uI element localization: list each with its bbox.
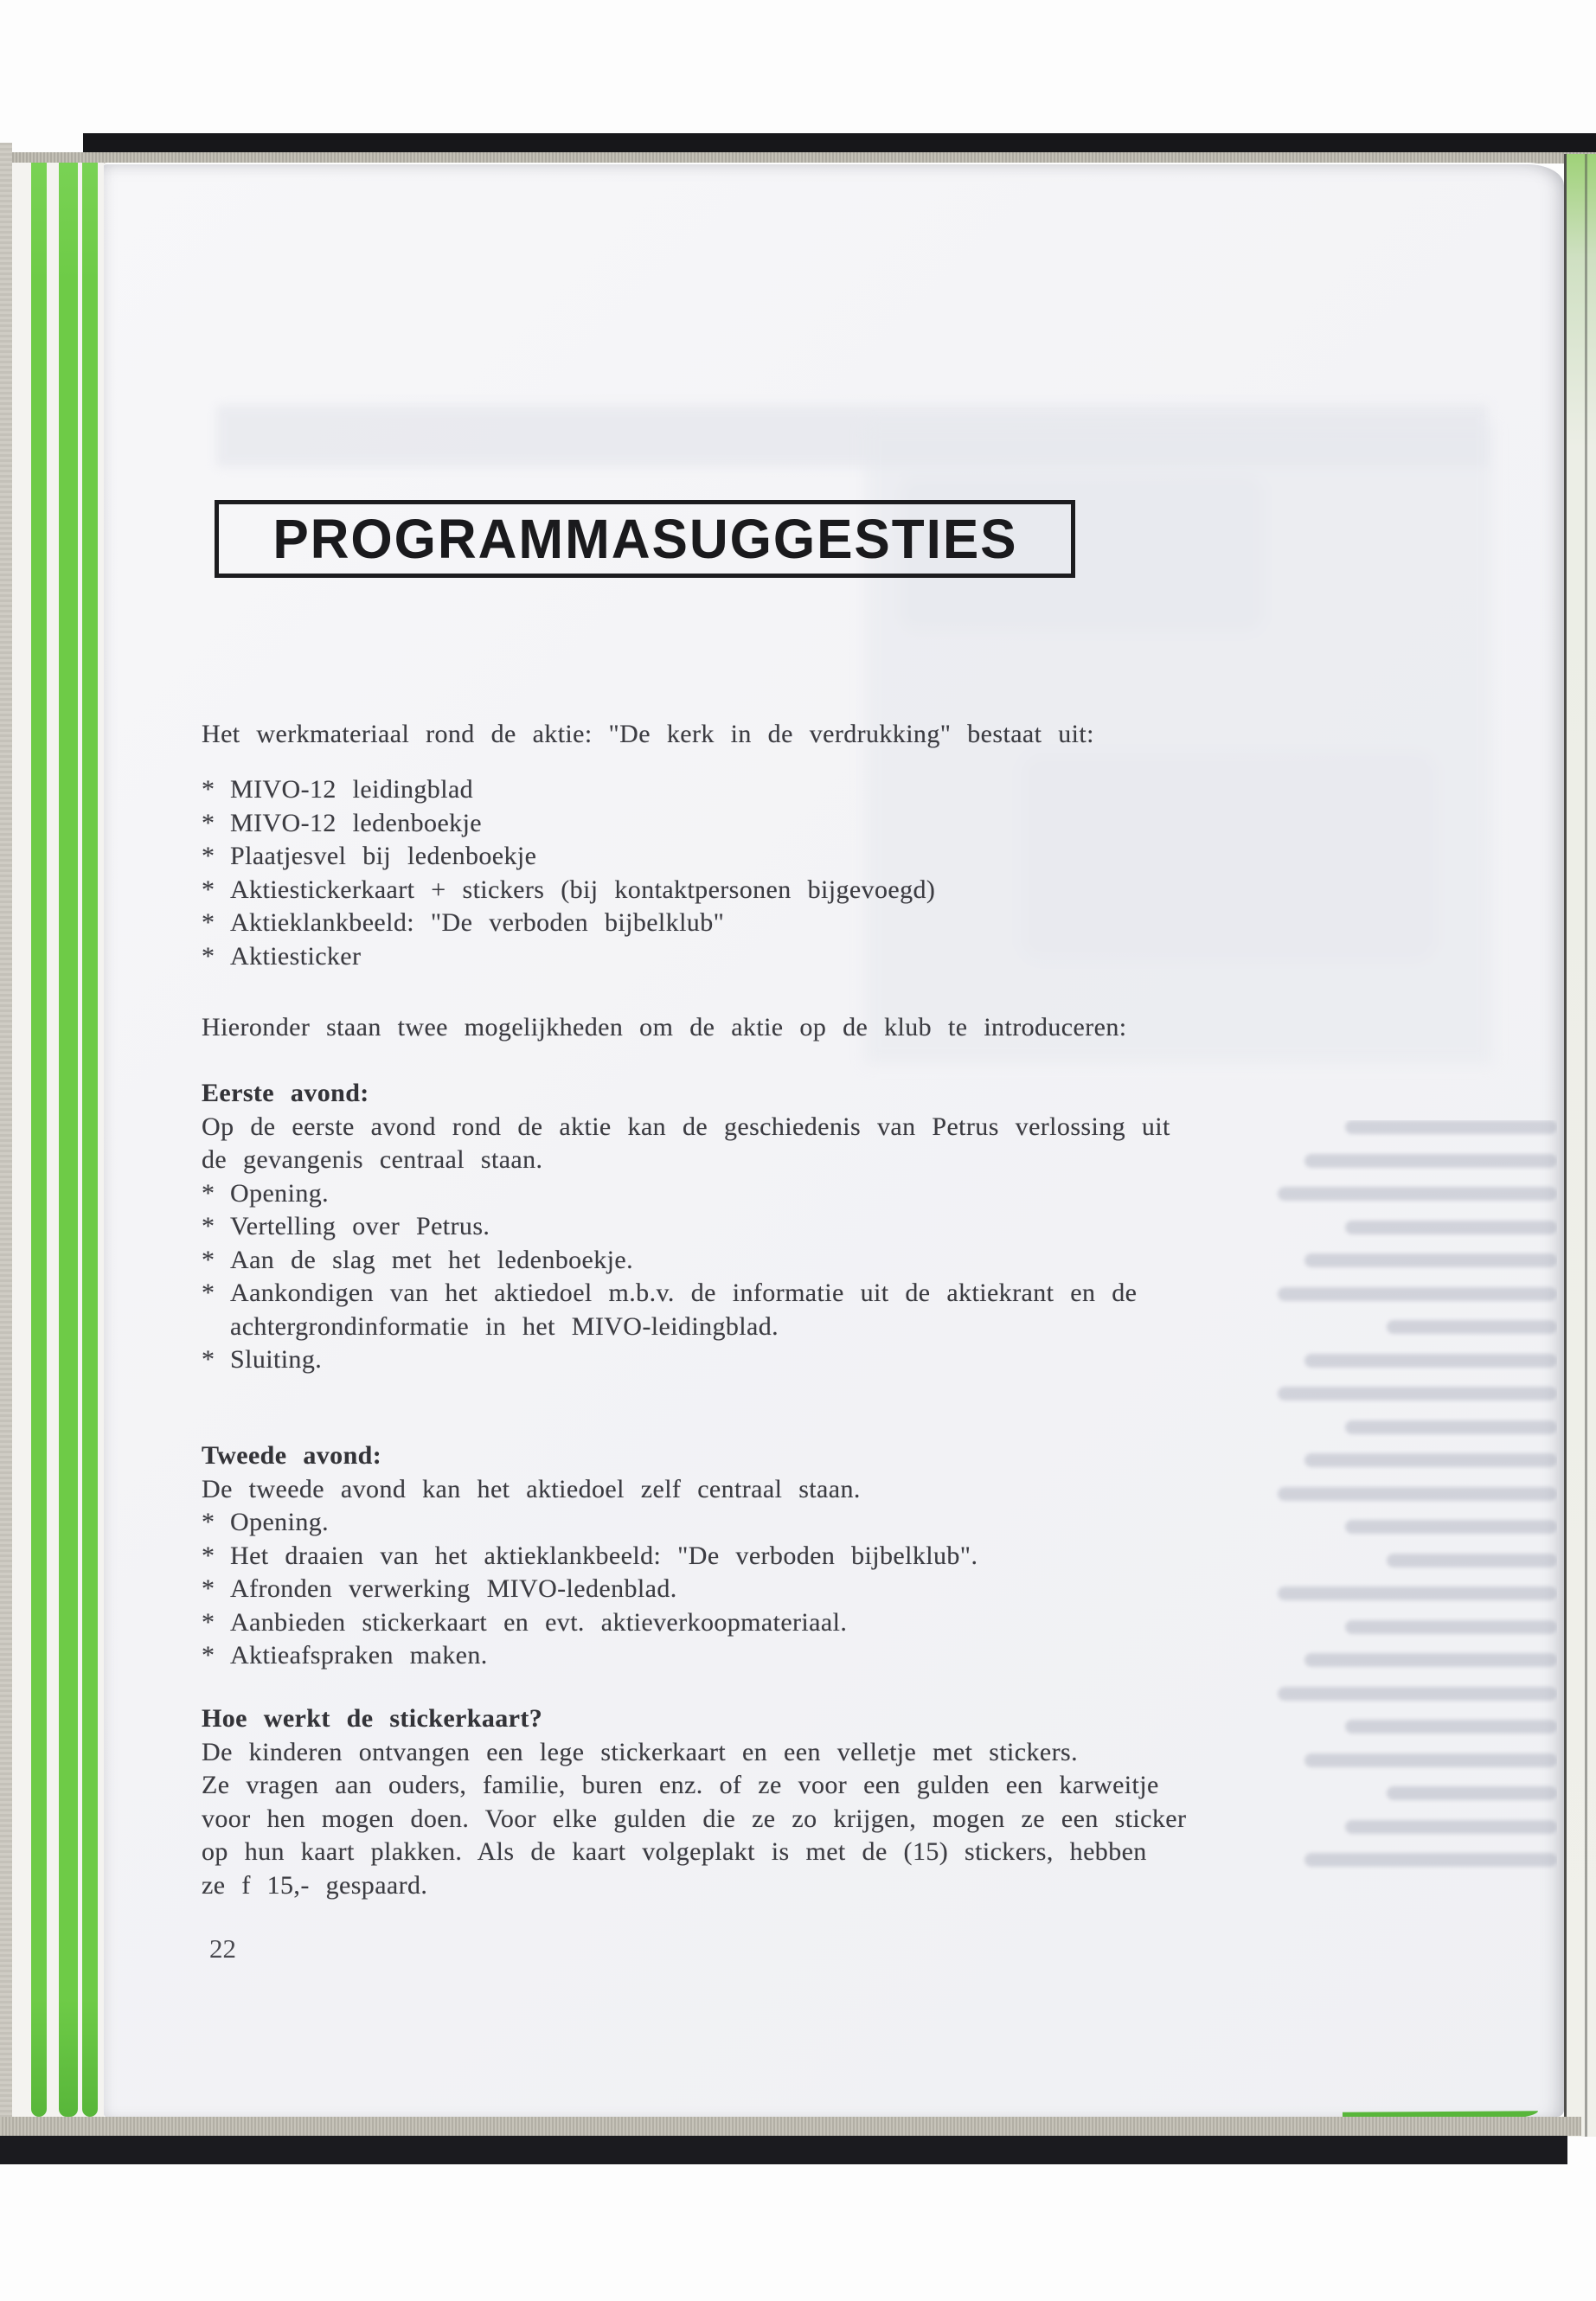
list-item-text: Opening.: [230, 1178, 330, 1208]
main-page: [104, 163, 1564, 2117]
list-item: [202, 840, 935, 874]
asterisk-bullet: *: [202, 1541, 215, 1570]
list-item-text: Aktiesticker: [230, 941, 362, 971]
asterisk-bullet: *: [202, 1607, 215, 1637]
list-item-text: Plaatjesvel bij ledenboekje: [230, 842, 537, 870]
ghost-line: [1345, 1420, 1557, 1434]
body-line: op hun kaart plakken. Als de kaart volgeplakt is met de (15) stickers, hebben: [202, 1837, 1147, 1866]
asterisk-bullet: *: [202, 1641, 215, 1670]
book-cover-top-edge: [83, 133, 1596, 152]
asterisk-bullet: *: [202, 941, 215, 971]
bleedthrough-text-column: [1263, 1120, 1557, 1907]
book-cloth-bottom: [0, 2117, 1581, 2136]
section-heading: Hoe werkt de stickerkaart?: [202, 1704, 543, 1733]
ghost-line: [1387, 1786, 1557, 1800]
ghost-line: [1278, 1287, 1557, 1301]
section-tweede-avond: [202, 1439, 977, 1673]
ghost-line: [1345, 1120, 1557, 1134]
asterisk-bullet: *: [202, 808, 215, 837]
asterisk-bullet: *: [202, 875, 215, 904]
body-line: Ze vragen aan ouders, familie, buren enz. of ze voor een gulden een karweitje: [202, 1771, 1159, 1799]
list-item: [202, 1606, 977, 1640]
list-item-text: Aankondigen van het aktiedoel m.b.v. de informatie uit de aktiekrant en de: [230, 1279, 1138, 1307]
ghost-line: [1278, 1586, 1557, 1600]
ghost-line: [1304, 1453, 1557, 1467]
ghost-line: [1304, 1853, 1557, 1867]
asterisk-bullet: *: [202, 1245, 215, 1274]
list-item: [202, 907, 935, 940]
body-line: de gevangenis centraal staan.: [202, 1145, 543, 1174]
ghost-line: [1304, 1653, 1557, 1667]
list-item-text: Aktieafspraken maken.: [230, 1641, 488, 1670]
section-heading: Tweede avond:: [202, 1441, 382, 1470]
book-cover-bottom-edge: [0, 2136, 1567, 2164]
list-item-text: Afronden verwerking MIVO-ledenblad.: [230, 1574, 677, 1603]
page-number: 22: [209, 1933, 236, 1964]
list-item: [202, 874, 935, 907]
list-item-text: MIVO-12 leidingblad: [230, 775, 474, 804]
list-item-text: Opening.: [230, 1508, 330, 1536]
materials-list: [202, 773, 935, 973]
ghost-line: [1304, 1253, 1557, 1267]
list-item-text: Vertelling over Petrus.: [230, 1212, 490, 1240]
section-eerste-avond: [202, 1077, 1170, 1377]
list-item: [202, 1573, 977, 1606]
body-line: voor hen mogen doen. Voor elke gulden die ze zo krijgen, mogen ze een sticker: [202, 1804, 1187, 1833]
ghost-line: [1278, 1187, 1557, 1201]
asterisk-bullet: *: [202, 908, 215, 937]
green-page-edge-stripe: [82, 163, 98, 2117]
list-item-text: Aktiestickerkaart + stickers (bij kontaktpersonen bijgevoegd): [230, 875, 936, 904]
list-item-text: MIVO-12 ledenboekje: [230, 808, 483, 837]
ghost-line: [1345, 1620, 1557, 1634]
list-item: [202, 1639, 977, 1673]
bridge-line: Hieronder staan twee mogelijkheden om de aktie op de klub te introduceren:: [202, 1013, 1127, 1042]
list-item: [202, 1177, 1170, 1211]
ghost-line: [1278, 1687, 1557, 1701]
title-box: [215, 500, 1075, 578]
intro-paragraph: [202, 718, 1094, 752]
ghost-line: [1345, 1720, 1557, 1734]
list-item: [202, 940, 935, 974]
body-line: De tweede avond kan het aktiedoel zelf centraal staan.: [202, 1474, 861, 1503]
body-line: De kinderen ontvangen een lege stickerkaart en een velletje met stickers.: [202, 1737, 1078, 1766]
ghost-line: [1387, 1320, 1557, 1334]
green-page-edge-stripe: [31, 163, 47, 2117]
list-item-text: Aanbieden stickerkaart en evt. aktieverkoopmateriaal.: [230, 1607, 848, 1637]
ghost-line: [1304, 1154, 1557, 1168]
list-item: [202, 807, 935, 841]
asterisk-bullet: *: [202, 1178, 215, 1208]
intro-line: Het werkmateriaal rond de aktie: "De kerk in de verdrukking" bestaat uit:: [202, 720, 1094, 748]
ghost-line: [1345, 1520, 1557, 1534]
section-stickerkaart: [202, 1702, 1186, 1902]
page-edge-stack: [12, 163, 104, 2117]
list-item-text: Het draaien van het aktieklankbeeld: "De verboden bijbelklub".: [230, 1541, 978, 1570]
book-cover-left-edge: [0, 143, 12, 2136]
list-item-text: Aktieklankbeeld: "De verboden bijbelklub": [230, 908, 725, 937]
list-item: [202, 1210, 1170, 1244]
list-item: [202, 1343, 1170, 1377]
list-item: [202, 1540, 977, 1574]
ghost-line: [1278, 1387, 1557, 1400]
ghost-line: [1304, 1753, 1557, 1767]
list-item: [202, 1506, 977, 1540]
asterisk-bullet: *: [202, 775, 215, 804]
list-item-continuation: achtergrondinformatie in het MIVO-leidingblad.: [230, 1311, 779, 1341]
body-line: ze f 15,- gespaard.: [202, 1870, 428, 1900]
asterisk-bullet: *: [202, 1345, 215, 1374]
asterisk-bullet: *: [202, 1279, 215, 1307]
list-item: [202, 773, 935, 807]
ghost-line: [1345, 1820, 1557, 1834]
asterisk-bullet: *: [202, 842, 215, 870]
bridge-paragraph: [202, 1011, 1126, 1045]
body-line: Op de eerste avond rond de aktie kan de geschiedenis van Petrus verlossing uit: [202, 1112, 1170, 1141]
ghost-line: [1345, 1221, 1557, 1234]
list-item: [202, 1277, 1170, 1311]
list-item-text: Aan de slag met het ledenboekje.: [230, 1245, 633, 1274]
bleedthrough-blob: [1021, 753, 1436, 960]
page-title: PROGRAMMASUGGESTIES: [272, 508, 1018, 570]
right-page-edge-line: [1585, 154, 1587, 2137]
asterisk-bullet: *: [202, 1508, 215, 1536]
ghost-line: [1304, 1354, 1557, 1368]
ghost-line: [1278, 1487, 1557, 1501]
ghost-line: [1387, 1554, 1557, 1567]
list-item: [202, 1244, 1170, 1278]
asterisk-bullet: *: [202, 1574, 215, 1603]
green-page-edge-stripe: [59, 163, 78, 2117]
asterisk-bullet: *: [202, 1212, 215, 1240]
list-item-text: Sluiting.: [230, 1345, 323, 1374]
right-page-edge: [1564, 154, 1596, 2137]
section-heading: Eerste avond:: [202, 1079, 369, 1107]
